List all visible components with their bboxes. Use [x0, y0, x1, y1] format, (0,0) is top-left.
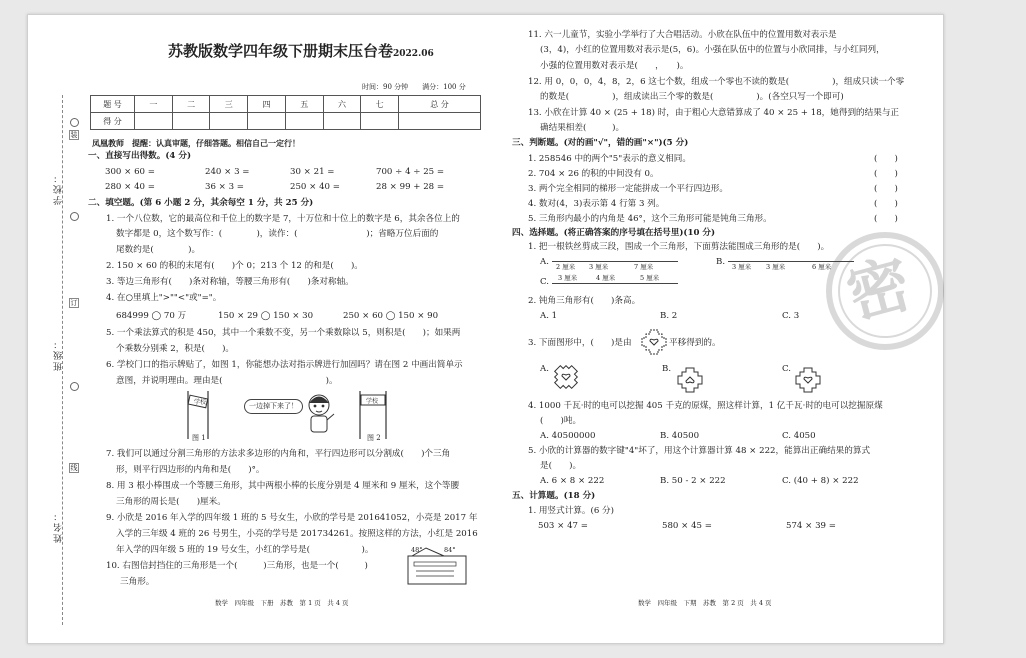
- stamp-text: 密: [839, 246, 919, 333]
- score-input[interactable]: [285, 113, 323, 130]
- figure-1-label: 图 1: [192, 434, 206, 442]
- tip-text: 凤凰教师 提醒：认真审题，仔细答题。相信自己一定行！: [92, 138, 300, 148]
- section-1-heading: 一、直接写出得数。(4 分): [88, 151, 192, 161]
- score-cell: 五: [285, 96, 323, 113]
- sign-2-text: 学校: [366, 398, 379, 405]
- score-input[interactable]: [248, 113, 286, 130]
- question-text: 8. 用 3 根小棒围成一个等腰三角形，其中两根小棒的长度分别是 4 厘米和 9 厘米，这个等腰: [106, 481, 460, 491]
- calc-item: 574 × 39 =: [786, 521, 836, 531]
- answer-blank[interactable]: ( ): [874, 169, 898, 179]
- question-text: 意图，并说明理由。理由是( )。: [116, 376, 338, 386]
- question-text: ( )吨。: [540, 416, 582, 426]
- score-cell: 题 号: [91, 96, 135, 113]
- question-text: 入学的三年级 4 班的 26 号男生，小亮的学号是 201734261。按照这样的方法，小红是 2016: [116, 529, 478, 539]
- wire-segment: 3 厘米: [558, 274, 578, 282]
- compare-item[interactable]: 250 × 60 ◯ 150 × 90: [343, 311, 439, 321]
- angle-label: 48°: [411, 546, 423, 554]
- question-text: 3. 等边三角形有( )条对称轴，等腰三角形有( )条对称轴。: [106, 277, 354, 287]
- question-text: 1. 一个八位数，它的最高位和千位上的数字是 7，十万位和十位上的数字是 6，其余各位上的: [106, 214, 460, 224]
- question-text: 2. 150 × 60 的积的末尾有( )个 0；213 个 12 的和是( )。: [106, 261, 363, 271]
- score-cell: 三: [210, 96, 248, 113]
- option-item[interactable]: A. 40500000: [540, 431, 596, 441]
- wire-segment: 4 厘米: [596, 274, 616, 282]
- speech-bubble: 一边掉下来了！: [244, 399, 303, 414]
- option-c-label[interactable]: C.: [782, 364, 792, 374]
- score-input[interactable]: [172, 113, 210, 130]
- calc-item: 280 × 40 =: [105, 182, 155, 192]
- sign-1-text: 学校: [194, 399, 207, 406]
- calc-item: 503 × 47 =: [538, 521, 588, 531]
- score-cell: 总 分: [399, 96, 481, 113]
- question-text: 尾数约是( )。: [116, 245, 201, 255]
- shape-option-c[interactable]: [794, 366, 822, 394]
- shape-icon: [640, 328, 668, 356]
- question-text: 的数是( )，组成读出三个零的数是( )。(各空只写一个即可): [540, 92, 844, 102]
- judge-item: 3. 两个完全相同的梯形一定能拼成一个平行四边形。: [528, 184, 728, 194]
- score-input[interactable]: [135, 113, 173, 130]
- option-b-label[interactable]: B.: [662, 364, 672, 374]
- question-text: 平移得到的。: [669, 338, 721, 348]
- punch-hole: [70, 212, 79, 221]
- answer-blank[interactable]: ( ): [874, 214, 898, 224]
- score-input[interactable]: [361, 113, 399, 130]
- judge-item: 4. 数对(4，3)表示第 4 行第 3 列。: [528, 199, 665, 209]
- calc-item: 580 × 45 =: [662, 521, 712, 531]
- page-title: [168, 42, 434, 63]
- binding-mark-2: 订: [70, 299, 78, 307]
- question-text: 13. 小欣在计算 40 × (25 + 18) 时，由于粗心大意错算成了 40 × 25 + 18，她得到的结果与正: [528, 108, 900, 118]
- wire-segment: 6 厘米: [812, 263, 832, 271]
- shape-option-a[interactable]: [552, 363, 580, 391]
- title-year: 2022.06: [393, 49, 434, 59]
- question-text: 1. 用竖式计算。(6 分): [528, 506, 614, 516]
- score-input[interactable]: [210, 113, 248, 130]
- score-cell: 六: [323, 96, 361, 113]
- question-text: 形，则平行四边形的内角和是( )°。: [116, 465, 265, 475]
- calc-item: 300 × 60 =: [105, 167, 155, 177]
- question-text: 2. 钝角三角形有( )条高。: [528, 296, 641, 306]
- question-text: 3. 下面图形中，( )是由: [528, 338, 632, 348]
- compare-item[interactable]: 684999 ◯ 70 万: [116, 311, 187, 321]
- question-text: 4. 1000 千瓦·时的电可以挖掘 405 千克的原煤，照这样计算，1 亿千瓦·时的电可以挖掘原煤: [528, 401, 883, 411]
- wire-segment: 2 厘米: [556, 263, 576, 271]
- compare-item[interactable]: 150 × 29 ◯ 150 × 30: [218, 311, 314, 321]
- question-text: (3，4)，小红的位置用数对表示是(5，6)。小强在队伍中的位置与小欣同排，与小红同列，: [540, 45, 885, 55]
- score-input[interactable]: [399, 113, 481, 130]
- calc-item: 240 × 3 =: [205, 167, 250, 177]
- calc-item: 30 × 21 =: [290, 167, 335, 177]
- section-2-heading: 二、填空题。(第 6 小题 2 分，其余每空 1 分，共 25 分): [88, 198, 314, 208]
- wire-a: [552, 261, 678, 262]
- question-text: 确结果相差( )。: [540, 123, 625, 133]
- page-1-footer: 数学 四年级 下册 苏教 第 1 页 共 4 页: [215, 599, 349, 607]
- question-text: 11. 六一儿童节，实验小学举行了大合唱活动。小欣在队伍中的位置用数对表示是: [528, 30, 837, 40]
- question-text: 4. 在○里填上">""<"或"="。: [106, 293, 222, 303]
- calc-item: 36 × 3 =: [205, 182, 244, 192]
- punch-hole: [70, 118, 79, 127]
- calc-item: 250 × 40 =: [290, 182, 340, 192]
- section-4-heading: 四、选择题。(将正确答案的序号填在括号里)(10 分): [512, 228, 716, 238]
- option-item[interactable]: B. 40500: [660, 431, 700, 441]
- calc-item: 28 × 99 + 28 =: [376, 182, 445, 192]
- question-text: 个乘数分别乘 2，积是( )。: [116, 344, 235, 354]
- question-text: 6. 学校门口的指示牌贴了，如图 1，你能想办法对指示牌进行加固吗？请在图 2 中画出简单示: [106, 360, 463, 370]
- answer-blank[interactable]: ( ): [874, 184, 898, 194]
- name-label: 姓名：: [54, 510, 64, 543]
- question-text: 12. 用 0，0，0，4，8，2，6 这七个数，组成一个零也不读的数是( )，组成只读一个零: [528, 77, 905, 87]
- question-text: 三角形的周长是( )厘米。: [116, 497, 226, 507]
- shape-option-b[interactable]: [676, 366, 704, 394]
- question-text: 7. 我们可以通过分割三角形的方法求多边形的内角和，平行四边形可以分割成( )个三角: [106, 449, 451, 459]
- score-cell: 二: [172, 96, 210, 113]
- child-illustration: [302, 392, 336, 438]
- question-text: 三角形。: [120, 577, 155, 587]
- question-text: 年入学的四年级 5 班的 19 号女生，小红的学号是( )。: [116, 545, 374, 555]
- wire-b: [728, 261, 854, 262]
- score-table: [90, 95, 481, 130]
- wire-segment: 3 厘米: [766, 263, 786, 271]
- option-item[interactable]: B. 50 - 2 × 222: [660, 476, 726, 486]
- score-cell: 七: [361, 96, 399, 113]
- judge-item: 2. 704 × 26 的积的中间没有 0。: [528, 169, 659, 179]
- calc-item: 700 ÷ 4 ÷ 25 =: [376, 167, 445, 177]
- wire-c: [552, 283, 678, 284]
- page-2-footer: 数学 四年级 下期 苏教 第 2 页 共 4 页: [638, 599, 772, 607]
- score-cell: 一: [135, 96, 173, 113]
- question-text: 5. 小欣的计算器的数字键"4"坏了，用这个计算器计算 48 × 222，能算出正确结果的算式: [528, 446, 871, 456]
- title-text: 苏教版数学四年级下册期末压台卷: [168, 42, 394, 60]
- punch-hole: [70, 382, 79, 391]
- question-text: 1. 把一根铁丝剪成三段，围成一个三角形，下面剪法能围成三角形的是( )。: [528, 242, 830, 252]
- section-5-heading: 五、计算题。(18 分): [512, 491, 596, 501]
- score-cell: 得 分: [91, 113, 135, 130]
- option-item[interactable]: C. 3: [782, 311, 800, 321]
- wire-segment: 5 厘米: [640, 274, 660, 282]
- option-item[interactable]: A. 6 × 8 × 222: [540, 476, 605, 486]
- answer-blank[interactable]: ( ): [874, 154, 898, 164]
- wire-segment: 3 厘米: [589, 263, 609, 271]
- option-item[interactable]: B. 2: [660, 311, 678, 321]
- score-cell: 四: [248, 96, 286, 113]
- question-text: 5. 一个乘法算式的积是 450，其中一个乘数不变，另一个乘数除以 5，则积是( )；如果两: [106, 328, 461, 338]
- question-text: 小强的位置用数对表示是( ， )。: [540, 61, 689, 71]
- judge-item: 1. 258546 中的两个"5"表示的意义相同。: [528, 154, 691, 164]
- binding-mark-1: 装: [70, 131, 78, 139]
- score-input[interactable]: [323, 113, 361, 130]
- question-text: 10. 右图信封挡住的三角形是一个( )三角形，也是一个( ): [106, 561, 368, 571]
- wire-segment: 3 厘米: [732, 263, 752, 271]
- school-label: 学校：: [54, 172, 64, 205]
- option-item[interactable]: A. 1: [540, 311, 558, 321]
- judge-item: 5. 三角形内最小的内角是 46°，这个三角形可能是钝角三角形。: [528, 214, 772, 224]
- option-item[interactable]: C. 4050: [782, 431, 816, 441]
- time-info: 时间：90 分钟 满分：100 分: [362, 83, 466, 91]
- option-a-label[interactable]: A.: [540, 364, 549, 374]
- binding-mark-3: 线: [70, 464, 78, 472]
- section-3-heading: 三、判断题。(对的画"√"，错的画"×")(5 分): [512, 138, 689, 148]
- question-text: 是( )。: [540, 461, 582, 471]
- option-c-label[interactable]: C.: [540, 277, 550, 287]
- option-b-label[interactable]: B.: [716, 257, 726, 267]
- answer-blank[interactable]: ( ): [874, 199, 898, 209]
- class-label: 班级：: [54, 338, 64, 371]
- figure-2-label: 图 2: [367, 434, 381, 442]
- option-a-label[interactable]: A.: [540, 257, 549, 267]
- question-text: 9. 小欣是 2016 年入学的四年级 1 班的 5 号女生，小欣的学号是 201641052，小亮是 2017 年: [106, 513, 478, 523]
- option-item[interactable]: C. (40 + 8) × 222: [782, 476, 859, 486]
- angle-label: 84°: [444, 546, 456, 554]
- wire-segment: 7 厘米: [634, 263, 654, 271]
- question-text: 数字都是 0，这个数写作：( )，读作：( )；省略万位后面的: [116, 229, 439, 239]
